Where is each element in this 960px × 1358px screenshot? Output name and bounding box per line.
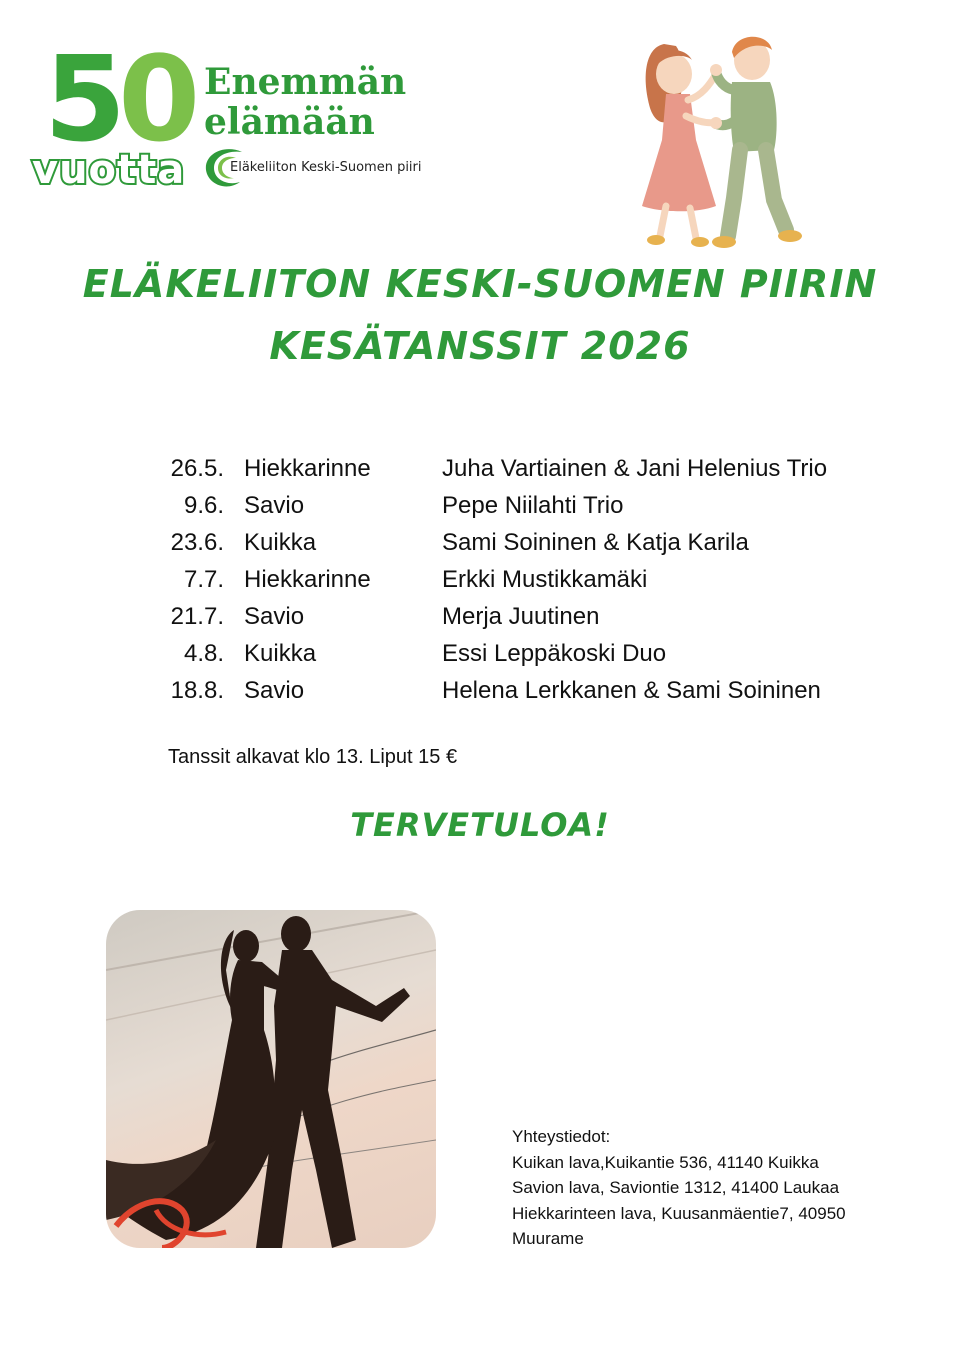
contact-line: Muurame (512, 1229, 584, 1248)
schedule-date: 21.7. (170, 603, 224, 630)
schedule-place: Hiekkarinne (244, 566, 371, 593)
logo-digit-five: 5 (44, 30, 119, 168)
logo-tagline-line1: Enemmän (204, 61, 407, 103)
schedule-row (160, 598, 880, 635)
schedule-place: Hiekkarinne (244, 455, 371, 482)
schedule-artist: Merja Juutinen (442, 603, 600, 630)
logo (30, 30, 450, 210)
logo-org-name: Eläkeliiton Keski-Suomen piiri (230, 160, 422, 175)
schedule-place: Kuikka (244, 640, 317, 667)
contact-line: Kuikan lava,Kuikantie 536, 41140 Kuikka (512, 1152, 819, 1172)
schedule-artist: Helena Lerkkanen & Sami Soininen (442, 677, 821, 704)
page-title-line2: KESÄTANSSIT 2026 (269, 324, 691, 368)
schedule-date: 7.7. (183, 566, 224, 593)
schedule-artist: Essi Leppäkoski Duo (442, 640, 667, 667)
dance-schedule (160, 450, 880, 709)
contact-heading: Yhteystiedot: (512, 1127, 611, 1146)
logo-number (44, 30, 193, 168)
schedule-date: 23.6. (170, 529, 224, 556)
logo-digit-zero: 0 (118, 30, 193, 168)
schedule-row (160, 524, 880, 561)
schedule-artist: Juha Vartiainen & Jani Helenius Trio (442, 455, 828, 482)
logo-vuotta: vuotta (32, 147, 186, 193)
schedule-row (160, 561, 880, 598)
dancers-silhouette-image (106, 910, 436, 1248)
welcome-heading: TERVETULOA! (350, 806, 610, 844)
schedule-place: Savio (244, 677, 305, 704)
schedule-artist: Pepe Niilahti Trio (442, 492, 624, 519)
schedule-place: Savio (244, 492, 305, 519)
contact-info (512, 1124, 846, 1252)
event-info: Tanssit alkavat klo 13. Liput 15 € (168, 746, 458, 768)
dancing-couple-illustration (636, 30, 806, 252)
logo-tagline-line2: elämään (204, 101, 375, 143)
schedule-place: Kuikka (244, 529, 317, 556)
schedule-artist: Erkki Mustikkamäki (442, 566, 648, 593)
schedule-row (160, 672, 880, 709)
schedule-row (160, 487, 880, 524)
schedule-date: 9.6. (183, 492, 224, 519)
schedule-place: Savio (244, 603, 305, 630)
schedule-row (160, 450, 880, 487)
page-title-line1: ELÄKELIITON KESKI-SUOMEN PIIRIN (82, 262, 878, 306)
schedule-date: 18.8. (170, 677, 224, 704)
contact-line: Hiekkarinteen lava, Kuusanmäentie7, 40950 (512, 1203, 846, 1223)
contact-line: Savion lava, Saviontie 1312, 41400 Laukaa (512, 1178, 840, 1197)
schedule-artist: Sami Soininen & Katja Karila (442, 529, 749, 556)
schedule-date: 26.5. (170, 455, 224, 482)
schedule-row (160, 635, 880, 672)
dancers-silhouette-graphic (106, 910, 436, 1248)
schedule-date: 4.8. (183, 640, 224, 667)
